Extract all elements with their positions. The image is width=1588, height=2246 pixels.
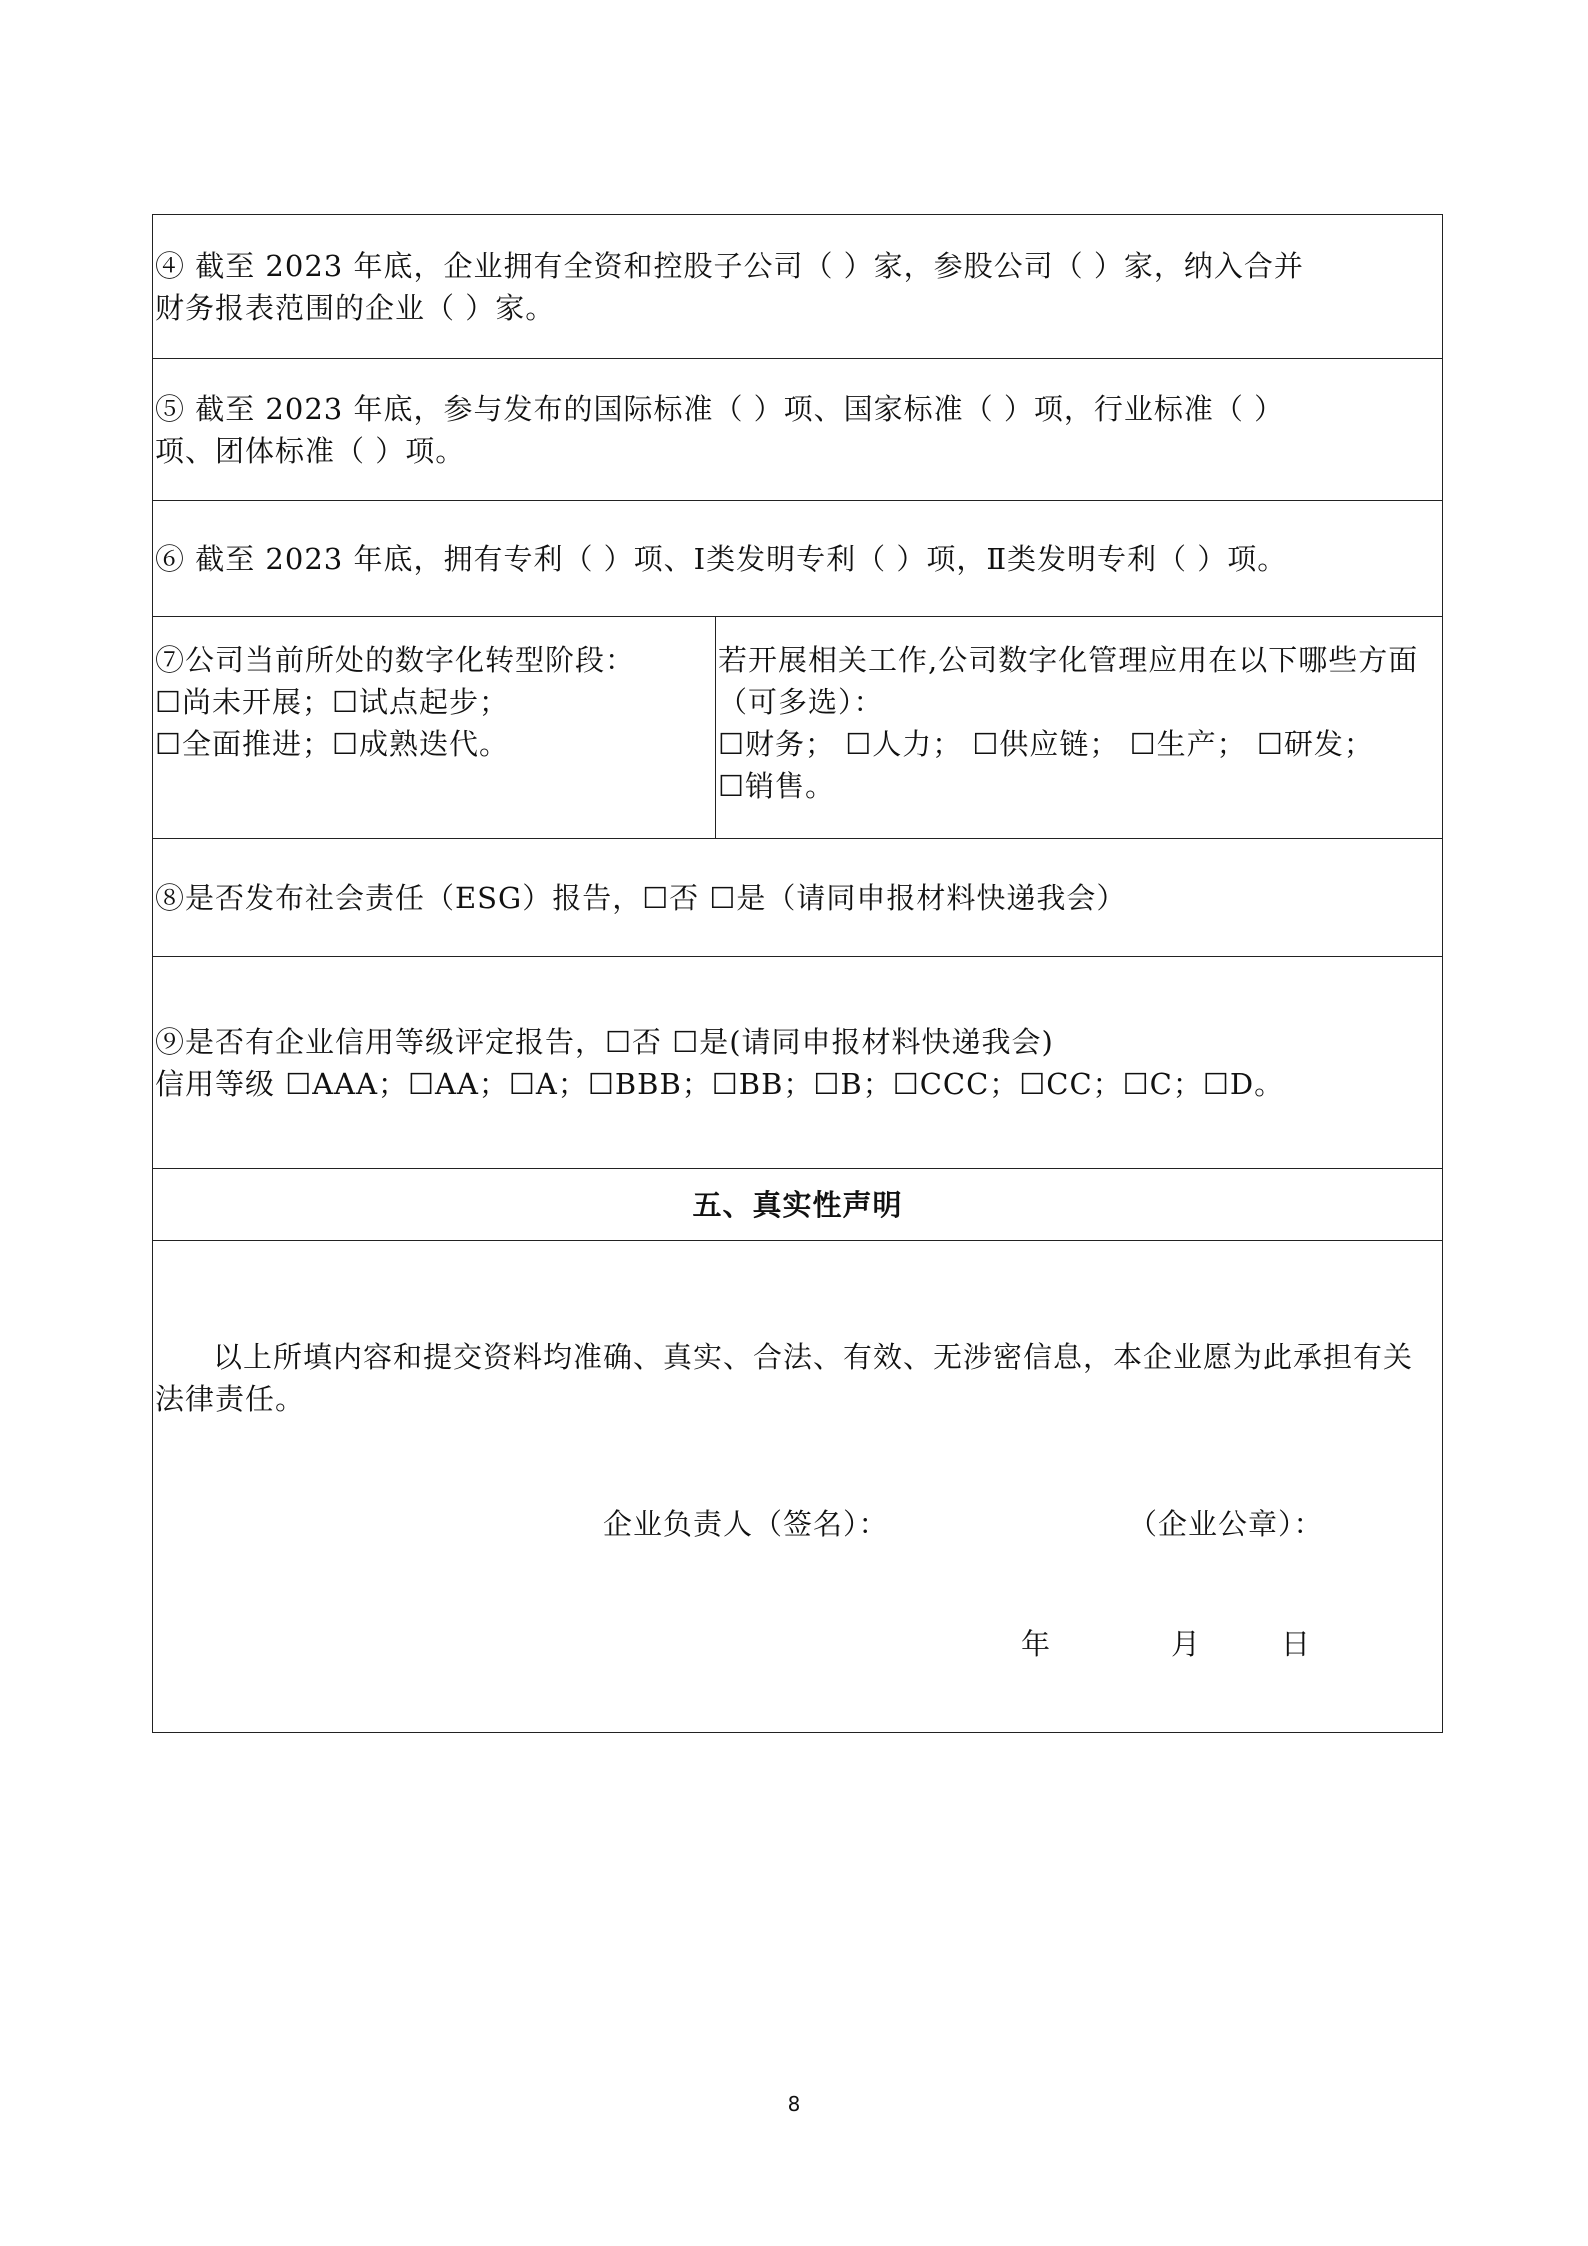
row-q8 <box>153 839 1443 957</box>
date-day: 日 <box>1281 1627 1312 1661</box>
row-declaration <box>153 1241 1443 1733</box>
q9-line2: 信用等级 ☐AAA；☐AA；☐A；☐BBB；☐BB；☐B；☐CCC；☐CC；☐C；☐D。 <box>155 1066 1285 1101</box>
seal-label: （企业公章）： <box>1128 1507 1324 1541</box>
row-section5-title <box>153 1169 1443 1241</box>
signer-label: 企业负责人（签名）： <box>603 1507 889 1541</box>
date-year: 年 <box>1021 1627 1052 1661</box>
q5-line1: ⑤ 截至 2023 年底，参与发布的国际标准（ ）项、国家标准（ ）项，行业标准（ ） <box>155 391 1285 426</box>
q7-stage-cell <box>153 617 716 839</box>
row-q4 <box>153 215 1443 359</box>
q6-cell <box>153 501 1443 617</box>
application-form-table <box>152 214 1443 1733</box>
q8-line1: ⑧是否发布社会责任（ESG）报告，☐否 ☐是（请同申报材料快递我会） <box>155 880 1127 915</box>
q8-cell <box>153 839 1443 957</box>
row-q6 <box>153 501 1443 617</box>
row-q5 <box>153 359 1443 501</box>
q7-stage-options-2: ☐全面推进；☐成熟迭代。 <box>155 727 509 761</box>
q7-application-options-2: ☐销售。 <box>718 769 835 803</box>
q7-application-question: 若开展相关工作,公司数字化管理应用在以下哪些方面（可多选）： <box>718 643 1419 719</box>
q7-application-cell <box>716 617 1443 839</box>
row-q9 <box>153 957 1443 1169</box>
q4-line1: ④ 截至 2023 年底，企业拥有全资和控股子公司（ ）家，参股公司（ ）家，纳入合并 <box>155 248 1304 283</box>
q5-line2: 项、团体标准（ ）项。 <box>155 433 466 468</box>
q4-cell <box>153 215 1443 359</box>
q7-stage-options-1: ☐尚未开展；☐试点起步； <box>155 685 509 719</box>
q4-line2: 财务报表范围的企业（ ）家。 <box>155 290 556 325</box>
q6-line1: ⑥ 截至 2023 年底，拥有专利（ ）项、Ⅰ类发明专利（ ）项，Ⅱ类发明专利（ ）项。 <box>155 541 1288 576</box>
q7-stage-question: ⑦公司当前所处的数字化转型阶段： <box>155 643 636 677</box>
q9-line1: ⑨是否有企业信用等级评定报告，☐否 ☐是(请同申报材料快递我会) <box>155 1024 1054 1059</box>
q9-cell <box>153 957 1443 1169</box>
page-number: 8 <box>787 2092 801 2116</box>
declaration-statement: 以上所填内容和提交资料均准确、真实、合法、有效、无涉密信息，本企业愿为此承担有关法律责任。 <box>155 1340 1414 1416</box>
section-title: 五、真实性声明 <box>153 1169 1443 1241</box>
q7-application-options-1: ☐财务； ☐人力； ☐供应链； ☐生产； ☐研发； <box>718 727 1374 761</box>
date-month: 月 <box>1171 1627 1202 1661</box>
declaration-cell <box>153 1241 1443 1733</box>
row-q7 <box>153 617 1443 839</box>
q5-cell <box>153 359 1443 501</box>
